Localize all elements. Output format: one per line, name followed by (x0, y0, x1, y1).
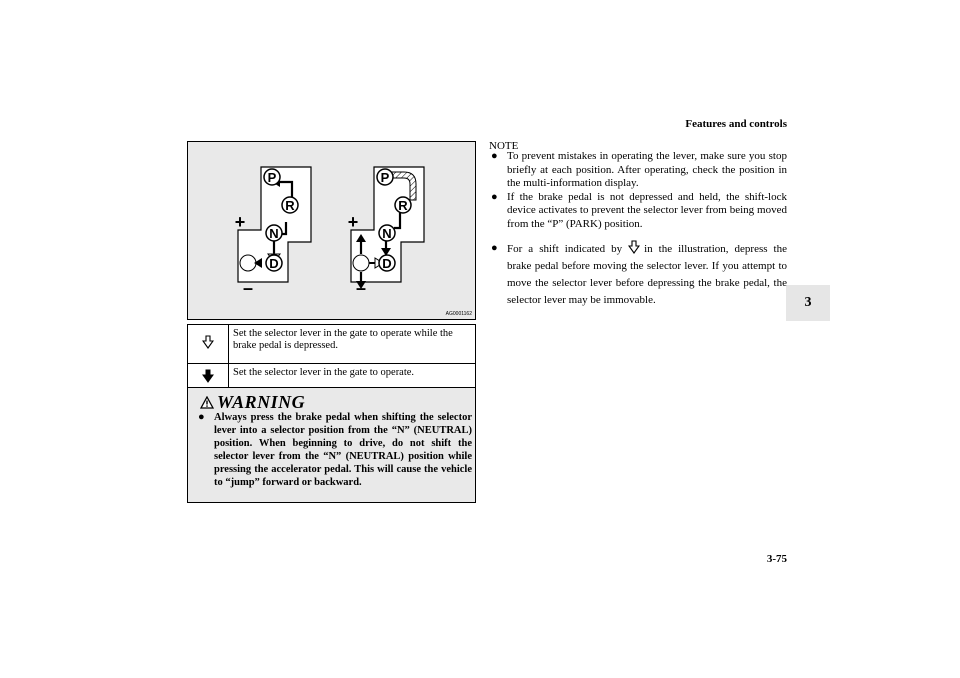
note-list (491, 150, 787, 309)
solid-down-arrow-icon (202, 369, 214, 383)
note-label: NOTE (489, 140, 519, 152)
left-gate-r: R (285, 198, 295, 213)
right-gate-minus: – (355, 278, 367, 298)
left-gate (235, 167, 311, 298)
legend-text: Set the selector lever in the gate to operate. (229, 364, 476, 393)
legend-row (188, 325, 476, 364)
note-text (507, 240, 787, 309)
right-gate-d: D (382, 256, 392, 271)
outline-down-arrow-icon (628, 240, 640, 254)
left-gate-plus: + (234, 212, 246, 232)
note-item (491, 240, 787, 309)
bullet-icon: ● (491, 190, 498, 203)
right-gate-n: N (382, 226, 392, 241)
warning-title: WARNING (217, 392, 306, 412)
warning-item (198, 411, 472, 489)
note-text-before: For a shift indicated by (507, 243, 623, 255)
bullet-icon: ● (491, 242, 498, 254)
legend-text: Set the selector lever in the gate to operate while the brake pedal is depressed. (229, 325, 476, 364)
left-gate-n: N (269, 226, 279, 241)
note-text: If the brake pedal is not depressed and held, the shift-lock device activates to prevent the selector lever from being moved from the “P” (PARK) position. (507, 190, 787, 230)
shift-gate-illustration (187, 141, 476, 320)
right-gate-r: R (398, 198, 408, 213)
left-gate-d: D (269, 256, 279, 271)
legend-table (187, 324, 476, 393)
warning-triangle-icon (200, 396, 214, 409)
note-text-after: in the illustration, depress the brake pedal before moving the selector lever. If you attempt to move the selector lever before depressing the brake pedal, the selector lever may be immovable. (507, 243, 787, 306)
legend-symbol-cell (188, 325, 229, 364)
illustration-code: AG0001162 (445, 311, 472, 317)
shift-gate-diagram (188, 142, 475, 319)
warning-box (187, 387, 476, 503)
note-text: To prevent mistakes in operating the lever, make sure you stop briefly at each position. After operating, check the position in the multi-information display. (507, 150, 787, 189)
page-number: 3-75 (766, 553, 787, 565)
right-gate (348, 167, 424, 298)
warning-header (200, 392, 305, 413)
bullet-icon: ● (491, 150, 498, 162)
right-gate-plus: + (347, 212, 359, 232)
note-item (491, 150, 787, 191)
warning-text: Always press the brake pedal when shifting the selector lever into a selector position from the “N” (NEUTRAL) position. When beginning to drive, do not shift the selector lever from the “N” (NEUTRAL) position while pressing the accelerator pedal. This will cause the vehicle to “jump” forward or backward. (214, 412, 472, 488)
bullet-icon: ● (198, 411, 205, 423)
chapter-tab: 3 (786, 285, 830, 321)
left-gate-p: P (267, 170, 277, 185)
note-item (491, 191, 787, 232)
left-gate-minus: – (242, 278, 254, 298)
outline-down-arrow-icon (202, 335, 214, 349)
page-header-title: Features and controls (685, 118, 787, 130)
right-gate-p: P (380, 170, 390, 185)
